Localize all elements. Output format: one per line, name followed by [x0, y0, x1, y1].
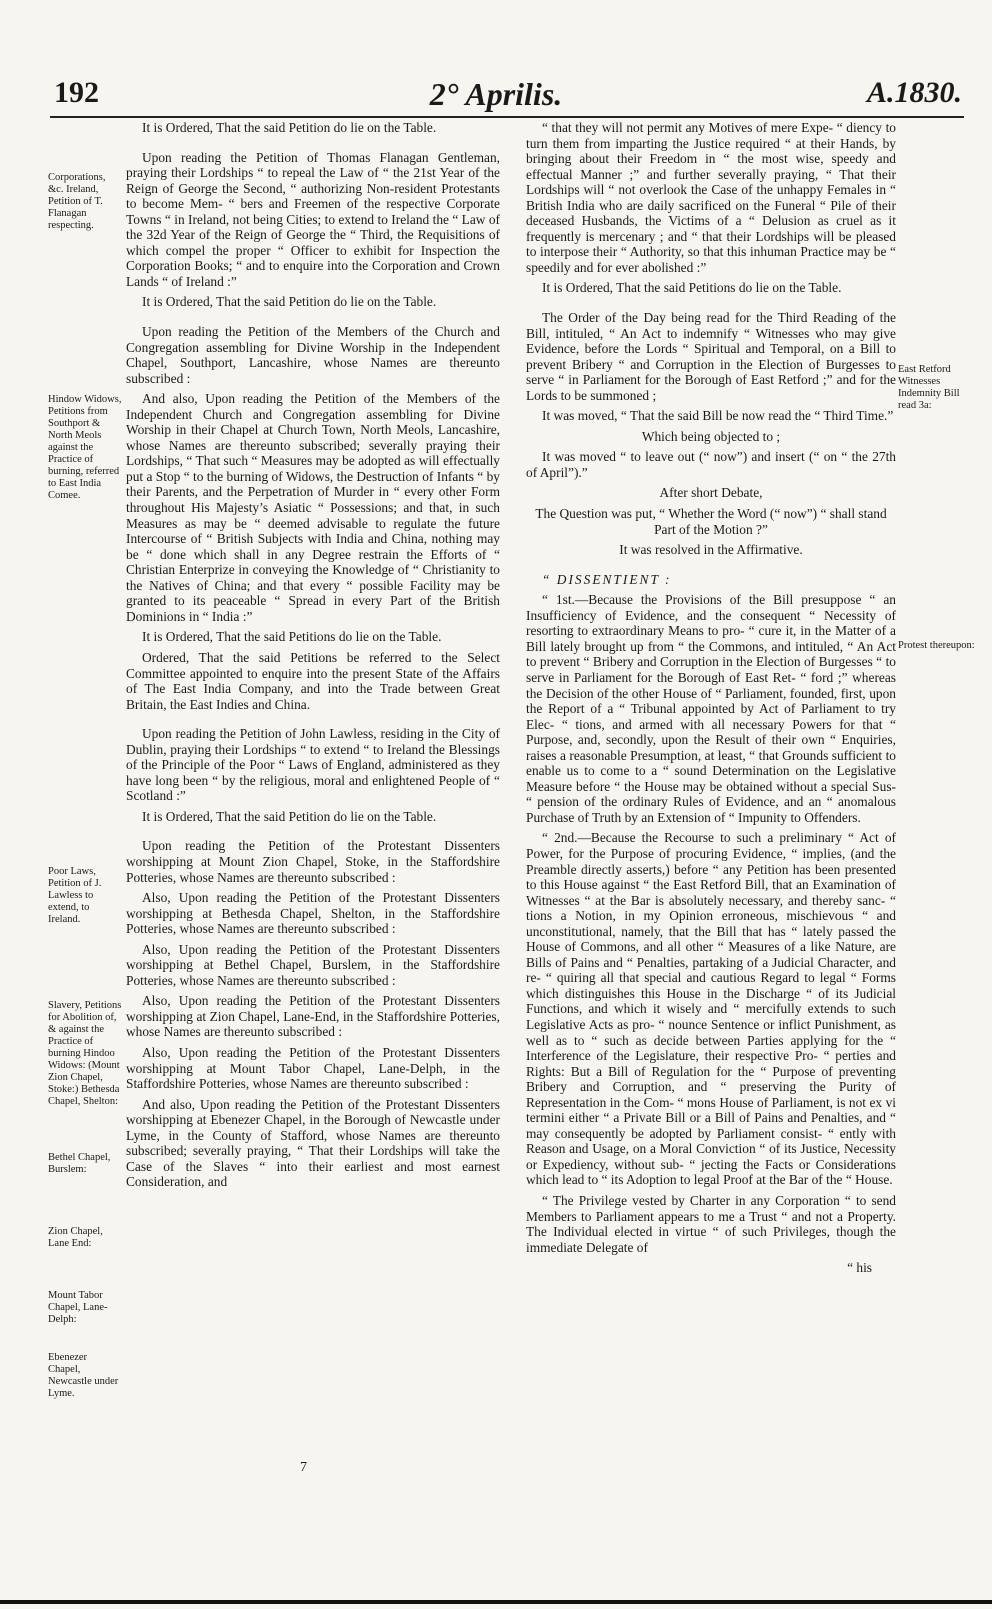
paragraph: Upon reading the Petition of Thomas Flanagan Gentleman, praying their Lordships “ to repeal the Law of “ the 21st Year of the Reign of George the Second, “ authorizing Non-resident Protestants to become Mem- “ bers and Freemen of the respective Corporate Towns “ in Ireland, not being Cities; to extend to Ireland the “ Law of the 32d Year of the Reign of George the “ Third, the Requisitions of which compel the proper “ Officer to exhibit for Inspection the Corporation Books; “ and to enquire into the Corporation and Crown Lands “ of Ireland :”: [126, 149, 500, 289]
paragraph: “ The Privilege vested by Charter in any Corporation “ to send Members to Parliament appears to me a Trust “ and not a Property. The Individual elected in virtue “ of such Privileges, though the immediate Delegate of: [526, 1193, 896, 1255]
catchword: “ his: [847, 1260, 872, 1276]
page-number: 192: [54, 76, 99, 109]
paragraph: “ 1st.—Because the Provisions of the Bill presuppose “ an Insufficiency of Evidence, and the consequent “ Necessity of resorting to extraordinary Means to pro- “ cure it, in the Matter of a Bill lately brought up from “ the Commons, and intituled, “ An Act to prevent “ Bribery and Corruption in the Election of Burgesses “ to serve in Parliament for the Borough of East Ret- “ ford ;” whereas the Decision of the other House of “ Parliament, founded, first, upon the Report of a “ Tribunal appointed by Act of Parliament to try Elec- “ tions, and armed with all necessary Powers for that “ Purpose, and, secondly, upon the Result of their own “ Enquiries, raises a reasonable Presumption, at least, “ that Grounds sufficient to enable us to come to a “ sound Determination on the Legislative Measure before “ the House may be obtained without a special Sus- “ pension of the ordinary Rules of Evidence, and an “ anomalous Purchase of Truth by an Extension of “ Impunity to Offenders.: [526, 592, 896, 825]
paragraph: The Question was put, “ Whether the Word (“ now”) “ shall stand Part of the Motion ?”: [535, 506, 887, 537]
paragraph: Ordered, That the said Petitions be referred to the Select Committee appointed to enquire into the present State of the Affairs of The East India Company, and into the Trade between Great Britain, the East Indies and China.: [126, 649, 500, 712]
header-rule: [50, 116, 964, 118]
margin-note-bethel: Bethel Chapel, Burslem:: [48, 1152, 111, 1175]
date-heading: 2° Aprilis.: [429, 76, 563, 112]
right-column: [526, 120, 896, 1276]
paragraph: Also, Upon reading the Petition of the Protestant Dissenters worshipping at Bethel Chapel, Burslem, in the Staffordshire Potteries, whose Names are thereunto subscribed :: [126, 941, 500, 988]
year-heading: A.1830.: [866, 76, 962, 109]
left-column: [126, 120, 500, 1195]
paragraph: It is Ordered, That the said Petitions do lie on the Table.: [542, 280, 842, 296]
dissentient-heading: “ DISSENTIENT :: [542, 571, 672, 587]
paragraph: It is Ordered, That the said Petition do lie on the Table.: [142, 120, 437, 135]
paragraph: And also, Upon reading the Petition of the Members of the Independent Church and Congregation assembling for Divine Worship in their Chapel at Church Town, North Meols, Lancashire, whose Names are thereunto subscribed; severally praying their Lordships, “ That such “ Measures may be adopted as will effectually put a Stop “ to the burning of Widows, the Destruction of Infants “ by their Parents, and the Perpetration of Murder in “ every other Form throughout His Majesty’s Asiatic “ Possessions; and that, in such Measures as may be “ deemed advisable to regulate the future Intercourse of “ British Subjects with India and China, nothing may be “ done which shall in any Degree restrain the Efforts of “ Christian Enterprize in conveying the Knowledge of “ Christianity to the Natives of China; and that every “ possible Facility may be granted to its peaceable “ Spread in every Part of the British Dominions in “ India :”: [126, 391, 500, 624]
paragraph: It is Ordered, That the said Petitions do lie on the Table.: [142, 629, 442, 645]
paragraph: It was moved “ to leave out (“ now”) and insert (“ on “ the 27th of April”).”: [526, 449, 896, 480]
margin-note-hindoo-widows: Hindow Widows, Petitions from Southport & North Meols against the Practice of burning, referred to East India Comee.: [48, 394, 122, 501]
paragraph: Also, Upon reading the Petition of the Protestant Dissenters worshipping at Bethesda Chapel, Shelton, in the Staffordshire Potteries, whose Names are thereunto subscribed :: [126, 890, 500, 937]
paragraph: Which being objected to ;: [641, 428, 781, 444]
paragraph: Also, Upon reading the Petition of the Protestant Dissenters worshipping at Mount Tabor Chapel, Lane-Delph, in the Staffordshire Potteries, whose Names are thereunto subscribed :: [126, 1044, 500, 1092]
page-header: [0, 0, 992, 120]
margin-note-flanagan: Corporations, &c. Ireland, Petition of T. Flanagan respecting.: [48, 172, 106, 231]
paragraph: Upon reading the Petition of the Members of the Church and Congregation assembling for Divine Worship in the Independent Chapel, Southport, Lancashire, whose Names are thereunto subscribed :: [126, 324, 500, 386]
signature-mark: 7: [300, 1460, 307, 1475]
paragraph: The Order of the Day being read for the Third Reading of the Bill, intituled, “ An Act to indemnify “ Witnesses who may give Evidence, before the Lords “ Spiritual and Temporal, on a Bill to prevent Bribery “ and Corruption in the Election of Burgesses to serve “ in Parliament for the Borough of East Retford ;” and for the Lords to be summoned ;: [526, 310, 896, 403]
paragraph: It is Ordered, That the said Petition do lie on the Table.: [142, 294, 437, 310]
paragraph: “ that they will not permit any Motives of mere Expe- “ diency to turn them from imparting the Justice required “ at their Hands, by bringing about their Freedom in “ the most wise, speedy and effectual Manner ;” and further severally praying, “ That their Lordships will “ not overlook the Case of the unhappy Females in “ British India who are daily sacrificed on the Funeral “ Pile of their deceased Husbands, the Victims of a “ Delusion as cruel as it frequently is mercenary ; and “ that their Lordships will be pleased to interpose their “ Authority, so that this inhuman Practice may be “ speedily and for ever abolished :”: [526, 120, 896, 275]
paragraph: It was moved, “ That the said Bill be now read the “ Third Time.”: [542, 408, 894, 424]
margin-note-mount-tabor: Mount Tabor Chapel, Lane-Delph:: [48, 1290, 108, 1325]
paragraph: Also, Upon reading the Petition of the Protestant Dissenters worshipping at Zion Chapel, Lane-End, in the Staffordshire Potteries, whose Names are thereunto subscribed :: [126, 993, 500, 1040]
margin-note-protest: Protest thereupon:: [898, 640, 975, 651]
paragraph: It was resolved in the Affirmative.: [619, 542, 803, 558]
paragraph: It is Ordered, That the said Petition do lie on the Table.: [142, 808, 437, 824]
bottom-rule: [0, 1600, 992, 1604]
margin-note-ebenezer: Ebenezer Chapel, Newcastle under Lyme.: [48, 1352, 119, 1399]
paragraph: And also, Upon reading the Petition of the Protestant Dissenters worshipping at Ebenezer Chapel, in the Borough of Newcastle under Lyme, in the County of Stafford, whose Names are thereunto subscribed; severally praying, “ That their Lordships will take the Case of the Slaves “ into their earliest and most earnest Consideration, and: [126, 1096, 500, 1190]
margin-note-poor-laws: Poor Laws, Petition of J. Lawless to extend, to Ireland.: [48, 866, 102, 925]
paragraph: After short Debate,: [659, 485, 763, 501]
margin-note-east-retford: East Retford Witnesses Indemnity Bill read 3a:: [898, 364, 960, 411]
paragraph: “ 2nd.—Because the Recourse to such a preliminary “ Act of Power, for the Purpose of procuring Evidence, “ implies, (and the Preamble directly asserts,) before “ any Petition has been presented to this House against “ the East Retford Bill, that an Examination of Witnesses “ at the Bar is absolutely necessary, and thereby sanc- “ tions a Notion, in my Opinion erroneous, mischievous “ and unconstitutional, namely, that the Bill that has “ lately passed the House of Commons, and all other “ Measures of a like Nature, are Bills of Pains and “ Penalties, partaking of a Judicial Character, and re- “ quiring all that special and cautious Regard to legal “ Forms which distinguishes this House in the Discharge “ of its Judicial Functions, and which it wisely and “ mercifully extends to such Legislative Acts as pro- “ nounce Sentence or inflict Punishment, as well as to “ such as decide between Parties applying for the “ Interference of the Legislature, their respective Pro- “ perties and Rights: But a Bill of Regulation for the “ Purpose of preventing Bribery and Corruption, and “ preserving the Purity of Representation in the Com- “ mons House of Parliament, is not ex vi termini either “ a Private Bill or a Bill of Pains and Penalties, and “ may consequently be adopted by Parliament consist- “ ently with Reason and Usage, on a Moral Conviction “ of its Justice, Necessity or Expediency, without sub- “ jecting the Facts or Considerations which lead to “ its Adoption to legal Proof at the Bar of the “ House.: [526, 830, 896, 1188]
paragraph: Upon reading the Petition of the Protestant Dissenters worshipping at Mount Zion Chapel, Stoke, in the Staffordshire Potteries, whose Names are thereunto subscribed :: [126, 838, 500, 885]
paragraph: Upon reading the Petition of John Lawless, residing in the City of Dublin, praying their Lordships “ to extend “ to Ireland the Blessings of the Principle of the Poor “ Laws of England, administered as they have long been “ by the religious, moral and enlightened People of “ Scotland :”: [126, 726, 500, 804]
margin-note-zion: Zion Chapel, Lane End:: [48, 1226, 103, 1249]
margin-note-slavery: Slavery, Petitions for Abolition of, & against the Practice of burning Hindoo Widows: (Mount Zion Chapel, Stoke:) Bethesda Chapel, Shelton:: [48, 1000, 122, 1107]
